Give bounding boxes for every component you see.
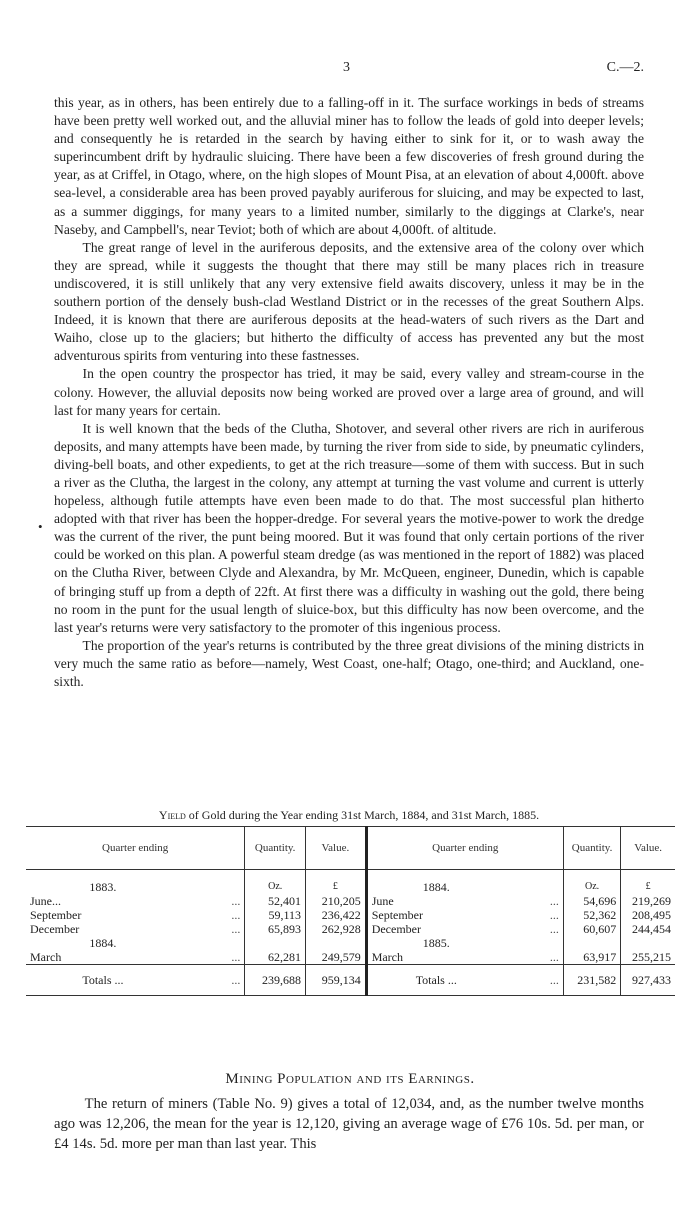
table-row [26, 894, 675, 908]
table-row [26, 908, 675, 922]
value-cell: 210,205 [306, 894, 367, 908]
paragraph-proportion: The proportion of the year's returns is contributed by the three great divisions of the mining districts in very much the same ratio as before—namely, West Coast, one-half; Otago, one-third; and Auckland, one-sixth. [54, 637, 644, 689]
quantity-cell: 52,362 [563, 908, 620, 922]
year-label-right: 1884. [422, 880, 450, 894]
col-value-right: Value. [621, 827, 675, 870]
body-text [54, 94, 644, 691]
quantity-cell: 59,113 [245, 908, 306, 922]
table-header-row [26, 827, 675, 870]
table-totals-row [26, 965, 675, 996]
paragraph-river-beds: It is well known that the beds of the Clutha, Shotover, and several other rivers are rich in auriferous deposits, and many attempts have been made, by turning the river from side to side, by pneumatic cylinders, diving-bell boats, and other expedients, to get at the rich treasure—some of them with success. But in such a river as the Clutha, the largest in the colony, any attempt at turning the vast volume and current is utterly hopeless, although futile attempts have even been made to do that. The most successful plan hitherto adopted with that river has been the hopper-dredge. For several years the motive-power to work the dredge was the current of the river, the punt being moored. But it was found that only certain portions of the river could be worked on this plan. A powerful steam dredge (as was mentioned in the report of 1882) was placed on the Clutha River, between Clyde and Alexandra, by Mr. McQueen, engineer, Dunedin, which is capable of bringing stuff up from a depth of 22ft. At first there was a difficulty in washing out the gold, there being no room in the punt for the usual length of sluice-box, but this difficulty has now been overcome, and the last year's returns were very satisfactory to the promoter of this ingenious process. [54, 420, 644, 635]
paragraph-continuation: this year, as in others, has been entirely due to a falling-off in it. The surface workings in beds of streams have been pretty well worked out, and the alluvial miner has to follow the leads of gold into deeper levels; and consequently he is retarded in the search by having either to sink for it, or to wash away the superincumbent drift by hydraulic sluicing. There have been a few discoveries of fresh ground during the year, as at Criffel, in Otago, where, on the high slopes of Mount Pisa, at an elevation of about 4,000ft. above sea-level, a considerable area has been proved payably auriferous for sluicing, and may be expected to last, as a summer diggings, for many years to a limited number, similarly to the diggings at Clarke's, near Naseby, and Campbell's, near Teviot; both of which are about 4,000ft. of altitude. [54, 95, 644, 237]
section-body [54, 1094, 644, 1154]
totals-label-left: Totals ... [26, 965, 180, 996]
dots-cell: ... [180, 965, 245, 996]
value-cell: 219,269 [621, 894, 675, 908]
year-label-left: 1884. [89, 936, 117, 950]
quarter-cell: September [30, 908, 82, 922]
quarter-cell: December [371, 922, 421, 936]
value-cell: 255,215 [621, 950, 675, 965]
col-value-left: Value. [306, 827, 367, 870]
table-row [26, 870, 675, 895]
value-cell: 236,422 [306, 908, 367, 922]
col-quarter-left: Quarter ending [26, 827, 245, 870]
totals-quantity-left: 239,688 [245, 965, 306, 996]
table-row [26, 950, 675, 965]
value-cell: 262,928 [306, 922, 367, 936]
quantity-cell: 63,917 [563, 950, 620, 965]
quantity-cell: 62,281 [245, 950, 306, 965]
dots-cell: ... [231, 922, 241, 936]
paragraph-mining-population: The return of miners (Table No. 9) gives a total of 12,034, and, as the number twelve months ago was 12,206, the mean for the year is 12,120, giving an average wage of £76 10s. 5d. per man, or £4 14s. 5d. more per man than last year. This [54, 1096, 644, 1152]
unit-pound-right: £ [621, 870, 675, 895]
margin-mark: • [38, 519, 43, 534]
dots-cell: ... [505, 965, 564, 996]
page-number: 3 [343, 60, 350, 75]
table-row [26, 936, 675, 950]
quarter-cell: March [371, 950, 404, 964]
unit-pound-left: £ [306, 870, 367, 895]
col-quarter-right: Quarter ending [366, 827, 563, 870]
caption-lead: Yield [158, 808, 186, 822]
dots-cell: ... [549, 894, 559, 908]
quarter-cell: June... [30, 894, 61, 908]
table-row [26, 922, 675, 936]
paragraph-auriferous-range: The great range of level in the auriferous deposits, and the extensive area of the colony over which they are spread, while it suggests the thought that there may still be many places rich in treasure undiscovered, it is still unlikely that any very extensive field awaits discovery, unless it may be in the southern portion of the densely bush-clad Westland District or in the recesses of the great Southern Alps. Indeed, it is known that there are auriferous deposits at the head-waters of such rivers as the Dart and Waiho, close up to the glaciers; but hitherto the difficulty of access has prevented any but the most adventurous spirits from venturing into these fastnesses. [54, 239, 644, 364]
unit-oz-left: Oz. [245, 870, 306, 895]
dots-cell: ... [549, 908, 559, 922]
quarter-cell: March [30, 950, 62, 964]
dots-cell: ... [549, 922, 559, 936]
quantity-cell: 54,696 [563, 894, 620, 908]
table-caption [54, 808, 644, 823]
dots-cell: ... [231, 894, 241, 908]
col-quantity-right: Quantity. [563, 827, 620, 870]
section-heading: Mining Population and its Earnings. [225, 1071, 475, 1087]
dots-cell: ... [231, 950, 241, 964]
value-cell: 249,579 [306, 950, 367, 965]
paragraph-open-country: In the open country the prospector has tried, it may be said, every valley and stream-course in the colony. However, the alluvial deposits now being worked are proved over a large area of ground, and will last for many years for certain. [54, 366, 644, 418]
quarter-cell: December [30, 922, 80, 936]
quarter-cell: June [371, 894, 394, 908]
totals-value-right: 927,433 [621, 965, 675, 996]
caption-rest: of Gold during the Year ending 31st March, 1884, and 31st March, 1885. [185, 808, 540, 822]
totals-value-left: 959,134 [306, 965, 367, 996]
totals-label-right: Totals ... [366, 965, 505, 996]
value-cell: 244,454 [621, 922, 675, 936]
quantity-cell: 65,893 [245, 922, 306, 936]
quantity-cell: 52,401 [245, 894, 306, 908]
year-label-right: 1885. [422, 936, 450, 950]
page-header [0, 60, 700, 78]
quarter-cell: September [371, 908, 424, 922]
document-reference: C.—2. [606, 60, 644, 75]
year-label-left: 1883. [89, 880, 117, 894]
dots-cell: ... [231, 908, 241, 922]
dots-cell: ... [549, 950, 559, 964]
totals-quantity-right: 231,582 [563, 965, 620, 996]
unit-oz-right: Oz. [563, 870, 620, 895]
value-cell: 208,495 [621, 908, 675, 922]
quantity-cell: 60,607 [563, 922, 620, 936]
gold-yield-table [26, 826, 675, 996]
col-quantity-left: Quantity. [245, 827, 306, 870]
